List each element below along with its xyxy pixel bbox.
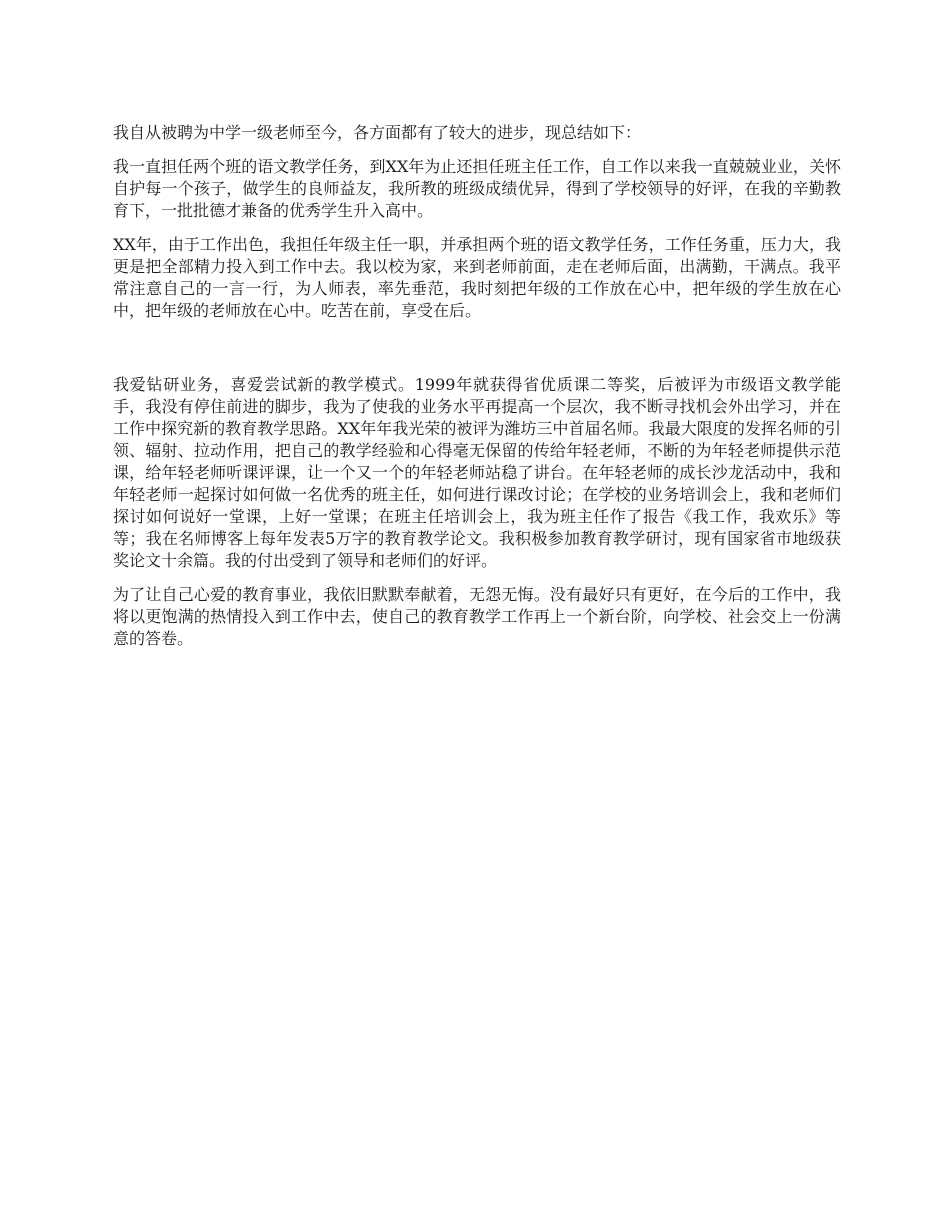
closing-paragraph: 为了让自己心爱的教育事业，我依旧默默奉献着，无怨无悔。没有最好只有更好，在今后的工作中，我将以更饱满的热情投入到工作中去，使自己的教育教学工作再上一个新台阶，向学校、社会交上一份满意的答卷。 <box>113 585 841 648</box>
grade-director-paragraph: XX年，由于工作出色，我担任年级主任一职，并承担两个班的语文教学任务，工作任务重，压力大，我更是把全部精力投入到工作中去。我以校为家，来到老师前面，走在老师后面，出满勤，干满点。我平常注意自己的一言一行，为人师表，率先垂范，我时刻把年级的工作放在心中，把年级的学生放在心中，把年级的老师放在心中。吃苦在前，享受在后。 <box>113 235 841 320</box>
class-teaching-paragraph: 我一直担任两个班的语文教学任务，到XX年为止还担任班主任工作，自工作以来我一直兢兢业业，关怀自护每一个孩子，做学生的良师益友，我所教的班级成绩优异，得到了学校领导的好评，在我的辛勤教育下，一批批德才兼备的优秀学生升入高中。 <box>113 157 841 220</box>
document-body <box>113 122 841 662</box>
paragraph-spacer <box>113 334 841 374</box>
professional-development-paragraph: 我爱钻研业务，喜爱尝试新的教学模式。1999年就获得省优质课二等奖，后被评为市级语文教学能手，我没有停住前进的脚步，我为了使我的业务水平再提高一个层次，我不断寻找机会外出学习，并在工作中探究新的教育教学思路。XX年年我光荣的被评为潍坊三中首届名师。我最大限度的发挥名师的引领、辐射、拉动作用，把自己的教学经验和心得毫无保留的传给年轻老师，不断的为年轻老师提供示范课，给年轻老师听课评课，让一个又一个的年轻老师站稳了讲台。在年轻老师的成长沙龙活动中，我和年轻老师一起探讨如何做一名优秀的班主任，如何进行课改讨论；在学校的业务培训会上，我和老师们探讨如何说好一堂课，上好一堂课；在班主任培训会上，我为班主任作了报告《我工作，我欢乐》等等；我在名师博客上每年发表5万字的教育教学论文。我积极参加教育教学研讨，现有国家省市地级获奖论文十余篇。我的付出受到了领导和老师们的好评。 <box>113 375 841 570</box>
intro-paragraph: 我自从被聘为中学一级老师至今，各方面都有了较大的进步，现总结如下： <box>113 123 642 142</box>
